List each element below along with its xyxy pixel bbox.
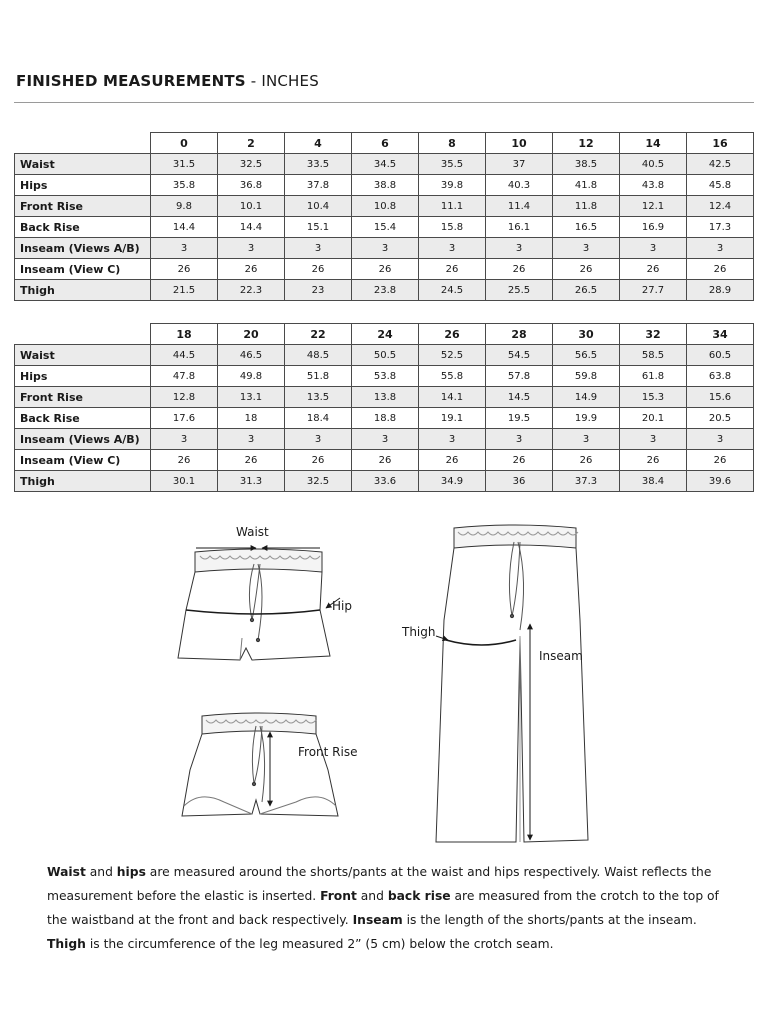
measurement-cell: 3: [620, 429, 687, 450]
measurement-cell: 24.5: [419, 280, 486, 301]
row-label: Inseam (Views A/B): [15, 429, 151, 450]
size-header: 0: [151, 133, 218, 154]
measurement-cell: 3: [218, 429, 285, 450]
size-header: 28: [486, 324, 553, 345]
measurement-cell: 26: [687, 259, 754, 280]
measurement-cell: 56.5: [553, 345, 620, 366]
measurement-cell: 26: [352, 259, 419, 280]
measurement-cell: 3: [687, 429, 754, 450]
waist-label: Waist: [236, 525, 269, 539]
measurement-cell: 22.3: [218, 280, 285, 301]
measurement-cell: 39.8: [419, 175, 486, 196]
inseam-label: Inseam: [539, 649, 583, 663]
measurement-cell: 15.6: [687, 387, 754, 408]
row-front-rise: [15, 196, 754, 217]
measurement-cell: 39.6: [687, 471, 754, 492]
row-label: Front Rise: [15, 387, 151, 408]
measurement-cell: 25.5: [486, 280, 553, 301]
measurement-cell: 3: [553, 238, 620, 259]
row-inseam-views-a-b: [15, 429, 754, 450]
measurement-cell: 13.5: [285, 387, 352, 408]
measurement-cell: 3: [486, 238, 553, 259]
measurement-cell: 26: [151, 450, 218, 471]
row-label: Inseam (View C): [15, 259, 151, 280]
measurement-cell: 26: [285, 450, 352, 471]
size-header: 20: [218, 324, 285, 345]
row-label: Inseam (View C): [15, 450, 151, 471]
description-text: are measured from the crotch to the top of the waistband at the front and back respectively.: [47, 889, 719, 927]
header-corner: [15, 324, 151, 345]
measurement-cell: 18.8: [352, 408, 419, 429]
measurement-cell: 26: [151, 259, 218, 280]
size-header: 14: [620, 133, 687, 154]
measurement-cell: 10.8: [352, 196, 419, 217]
measurement-cell: 3: [151, 429, 218, 450]
measurement-cell: 26: [620, 450, 687, 471]
measurement-cell: 32.5: [285, 471, 352, 492]
measurement-cell: 33.6: [352, 471, 419, 492]
measurement-cell: 41.8: [553, 175, 620, 196]
measurement-cell: 31.5: [151, 154, 218, 175]
row-label: Thigh: [15, 471, 151, 492]
measurement-cell: 14.9: [553, 387, 620, 408]
measurement-cell: 11.8: [553, 196, 620, 217]
size-header: 22: [285, 324, 352, 345]
measurement-cell: 12.8: [151, 387, 218, 408]
row-thigh: [15, 280, 754, 301]
measurement-description: [47, 860, 737, 956]
description-term: Front: [320, 889, 357, 903]
measurement-cell: 17.6: [151, 408, 218, 429]
row-label: Inseam (Views A/B): [15, 238, 151, 259]
measurement-cell: 49.8: [218, 366, 285, 387]
measurement-cell: 21.5: [151, 280, 218, 301]
measurement-cell: 15.1: [285, 217, 352, 238]
row-label: Hips: [15, 366, 151, 387]
measurement-cell: 55.8: [419, 366, 486, 387]
measurement-cell: 34.5: [352, 154, 419, 175]
measurement-cell: 3: [419, 429, 486, 450]
measurement-cell: 37.3: [553, 471, 620, 492]
size-header: 16: [687, 133, 754, 154]
measurement-cell: 61.8: [620, 366, 687, 387]
thigh-measure-line: [446, 640, 516, 645]
row-inseam-view-c: [15, 259, 754, 280]
measurement-cell: 3: [151, 238, 218, 259]
measurement-cell: 20.5: [687, 408, 754, 429]
measurement-cell: 10.4: [285, 196, 352, 217]
measurement-cell: 3: [218, 238, 285, 259]
measurement-cell: 28.9: [687, 280, 754, 301]
garment-illustrations: [170, 520, 600, 850]
measurement-cell: 26: [419, 259, 486, 280]
description-text: are measured around the shorts/pants at the waist and hips respectively. Waist reflects the measurement before the elastic is inserted.: [47, 865, 712, 903]
page-title: [16, 72, 319, 90]
measurement-cell: 26: [553, 450, 620, 471]
page-title-main: FINISHED MEASUREMENTS: [16, 72, 246, 90]
measurement-cell: 51.8: [285, 366, 352, 387]
measurement-cell: 42.5: [687, 154, 754, 175]
measurement-cell: 47.8: [151, 366, 218, 387]
measurements-table-sizes-0-16: [14, 132, 754, 301]
measurement-cell: 37.8: [285, 175, 352, 196]
table-header-row: [15, 133, 754, 154]
measurement-cell: 3: [285, 238, 352, 259]
row-back-rise: [15, 408, 754, 429]
measurement-cell: 26: [553, 259, 620, 280]
front-rise-label: Front Rise: [298, 745, 358, 759]
measurement-cell: 10.1: [218, 196, 285, 217]
row-inseam-view-c: [15, 450, 754, 471]
measurement-cell: 12.4: [687, 196, 754, 217]
measurement-cell: 17.3: [687, 217, 754, 238]
measurement-cell: 57.8: [486, 366, 553, 387]
measurement-cell: 15.8: [419, 217, 486, 238]
measurement-cell: 14.4: [151, 217, 218, 238]
measurement-cell: 38.5: [553, 154, 620, 175]
row-hips: [15, 366, 754, 387]
measurement-cell: 26: [486, 450, 553, 471]
measurement-cell: 26: [486, 259, 553, 280]
header-corner: [15, 133, 151, 154]
thigh-arrow: [436, 636, 448, 640]
measurement-cell: 3: [352, 429, 419, 450]
measurement-cell: 40.5: [620, 154, 687, 175]
size-header: 18: [151, 324, 218, 345]
description-text: is the circumference of the leg measured 2” (5 cm) below the crotch seam.: [85, 937, 554, 951]
measurement-cell: 19.9: [553, 408, 620, 429]
description-text: and: [85, 865, 117, 879]
shorts-illustration-waist-hip: [178, 549, 330, 660]
row-thigh: [15, 471, 754, 492]
row-waist: [15, 345, 754, 366]
measurement-cell: 3: [486, 429, 553, 450]
measurement-cell: 11.4: [486, 196, 553, 217]
measurement-cell: 12.1: [620, 196, 687, 217]
measurement-cell: 48.5: [285, 345, 352, 366]
measurement-cell: 54.5: [486, 345, 553, 366]
size-header: 12: [553, 133, 620, 154]
measurement-cell: 30.1: [151, 471, 218, 492]
measurement-cell: 38.4: [620, 471, 687, 492]
size-header: 10: [486, 133, 553, 154]
row-label: Front Rise: [15, 196, 151, 217]
measurement-cell: 58.5: [620, 345, 687, 366]
measurement-cell: 14.5: [486, 387, 553, 408]
measurements-table-sizes-18-34: [14, 323, 754, 492]
row-front-rise: [15, 387, 754, 408]
measurement-cell: 43.8: [620, 175, 687, 196]
measurement-cell: 53.8: [352, 366, 419, 387]
size-header: 8: [419, 133, 486, 154]
size-header: 34: [687, 324, 754, 345]
measurement-cell: 26: [687, 450, 754, 471]
row-label: Thigh: [15, 280, 151, 301]
row-label: Back Rise: [15, 217, 151, 238]
measurement-cell: 50.5: [352, 345, 419, 366]
measurement-cell: 18: [218, 408, 285, 429]
measurement-cell: 3: [553, 429, 620, 450]
measurement-cell: 3: [687, 238, 754, 259]
measurement-cell: 44.5: [151, 345, 218, 366]
measurement-cell: 3: [419, 238, 486, 259]
measurement-cell: 26.5: [553, 280, 620, 301]
measurement-cell: 3: [285, 429, 352, 450]
row-inseam-views-a-b: [15, 238, 754, 259]
measurement-cell: 23: [285, 280, 352, 301]
measurement-cell: 13.8: [352, 387, 419, 408]
description-term: hips: [116, 865, 146, 879]
row-label: Back Rise: [15, 408, 151, 429]
measurement-cell: 26: [620, 259, 687, 280]
pants-illustration: [436, 525, 588, 842]
measurement-cell: 15.3: [620, 387, 687, 408]
measurement-cell: 34.9: [419, 471, 486, 492]
measurement-cell: 63.8: [687, 366, 754, 387]
hip-label: Hip: [332, 599, 352, 613]
thigh-label: Thigh: [402, 625, 436, 639]
measurement-cell: 16.5: [553, 217, 620, 238]
measurement-cell: 46.5: [218, 345, 285, 366]
row-label: Waist: [15, 345, 151, 366]
measurement-cell: 40.3: [486, 175, 553, 196]
description-text: and: [356, 889, 388, 903]
measurement-cell: 26: [218, 259, 285, 280]
measurement-cell: 37: [486, 154, 553, 175]
measurement-cell: 27.7: [620, 280, 687, 301]
size-header: 24: [352, 324, 419, 345]
measurement-cell: 33.5: [285, 154, 352, 175]
shorts-illustration-front-rise: [182, 713, 338, 816]
measurement-cell: 35.8: [151, 175, 218, 196]
page-title-unit: - INCHES: [245, 72, 319, 90]
size-header: 6: [352, 133, 419, 154]
measurement-cell: 20.1: [620, 408, 687, 429]
size-header: 26: [419, 324, 486, 345]
measurement-cell: 16.1: [486, 217, 553, 238]
row-label: Hips: [15, 175, 151, 196]
measurement-cell: 19.5: [486, 408, 553, 429]
measurement-cell: 23.8: [352, 280, 419, 301]
measurement-cell: 9.8: [151, 196, 218, 217]
title-divider: [14, 102, 754, 103]
measurement-cell: 26: [218, 450, 285, 471]
measurement-cell: 36: [486, 471, 553, 492]
measurement-cell: 26: [419, 450, 486, 471]
description-term: back rise: [387, 889, 451, 903]
measurement-cell: 31.3: [218, 471, 285, 492]
measurement-cell: 16.9: [620, 217, 687, 238]
measurement-cell: 3: [352, 238, 419, 259]
measurement-cell: 35.5: [419, 154, 486, 175]
row-hips: [15, 175, 754, 196]
measurement-cell: 18.4: [285, 408, 352, 429]
size-header: 32: [620, 324, 687, 345]
description-term: Thigh: [47, 937, 86, 951]
row-back-rise: [15, 217, 754, 238]
table-header-row: [15, 324, 754, 345]
measurement-cell: 13.1: [218, 387, 285, 408]
measurement-cell: 19.1: [419, 408, 486, 429]
measurement-cell: 32.5: [218, 154, 285, 175]
row-label: Waist: [15, 154, 151, 175]
size-header: 2: [218, 133, 285, 154]
measurement-cell: 38.8: [352, 175, 419, 196]
measurement-cell: 26: [352, 450, 419, 471]
measurement-cell: 52.5: [419, 345, 486, 366]
measurement-cell: 36.8: [218, 175, 285, 196]
measurement-cell: 11.1: [419, 196, 486, 217]
description-term: Inseam: [352, 913, 403, 927]
description-term: Waist: [47, 865, 86, 879]
measurement-diagram: [170, 520, 600, 850]
row-waist: [15, 154, 754, 175]
measurement-cell: 15.4: [352, 217, 419, 238]
measurement-cell: 3: [620, 238, 687, 259]
measurement-cell: 26: [285, 259, 352, 280]
measurement-cell: 60.5: [687, 345, 754, 366]
measurement-cell: 59.8: [553, 366, 620, 387]
measurement-cell: 14.4: [218, 217, 285, 238]
measurement-cell: 45.8: [687, 175, 754, 196]
measurement-cell: 14.1: [419, 387, 486, 408]
size-header: 30: [553, 324, 620, 345]
description-text: is the length of the shorts/pants at the inseam.: [402, 913, 697, 927]
size-header: 4: [285, 133, 352, 154]
